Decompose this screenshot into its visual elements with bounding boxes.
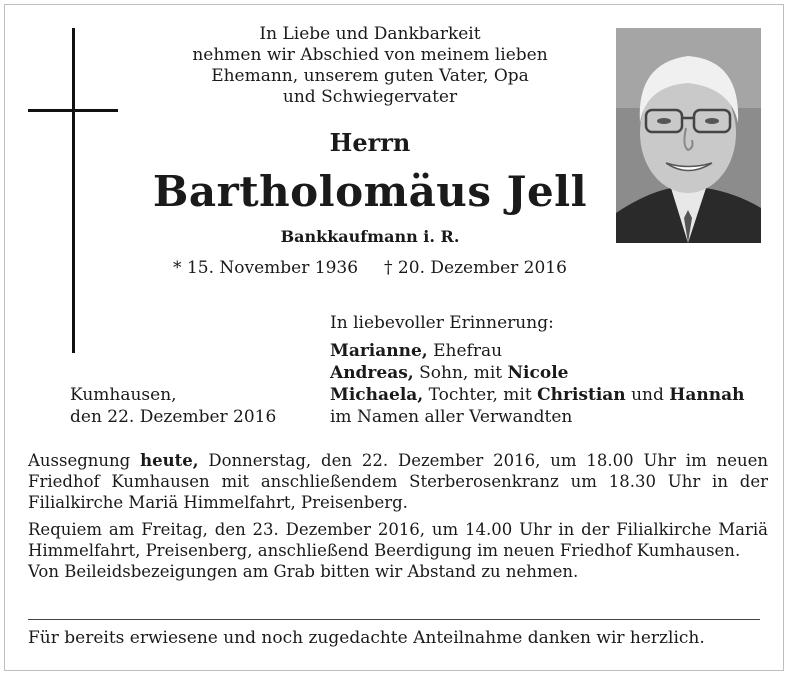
intro-text: [140, 24, 600, 108]
intro-line: Ehemann, unserem guten Vater, Opa: [211, 66, 529, 86]
family-name: Marianne,: [330, 341, 428, 361]
service-emphasis: heute,: [140, 451, 199, 470]
family-relation: und: [625, 385, 670, 405]
profession: Bankkaufmann i. R.: [280, 227, 460, 246]
family-name: Andreas,: [330, 363, 414, 383]
family-line: [330, 406, 744, 428]
service-text: Donnerstag, den 22. Dezember 2016, um 18.00 Uhr im neuen Friedhof Kumhausen mit anschließendem Sterberosenkranz um 18.30 Uhr in der Filialkirche Mariä Himmelfahrt, Preisenberg.: [28, 451, 768, 512]
requiem-paragraph: [28, 519, 768, 582]
family-relation: Ehefrau: [427, 341, 503, 361]
life-dates: [140, 258, 600, 278]
deceased-name: Bartholomäus Jell: [152, 167, 588, 216]
service-paragraph: [28, 450, 768, 513]
divider: [28, 619, 760, 620]
service-text: Aussegnung: [28, 451, 141, 470]
cross-horizontal-bar: [28, 109, 118, 112]
memory-heading: In liebevoller Erinnerung:: [330, 313, 554, 333]
death-date: † 20. Dezember 2016: [384, 258, 567, 278]
place-and-date: [70, 384, 276, 428]
condolence-request: Von Beileidsbezeigungen am Grab bitten wir Abstand zu nehmen.: [28, 562, 579, 581]
family-name: Christian: [537, 385, 626, 405]
family-list: [330, 340, 744, 428]
intro-line: nehmen wir Abschied von meinem lieben: [192, 45, 548, 65]
salutation: Herrn: [329, 128, 411, 157]
family-line: [330, 384, 744, 406]
cross-vertical-bar: [72, 28, 75, 353]
requiem-text: Requiem am Freitag, den 23. Dezember 2016, um 14.00 Uhr in der Filialkirche Mariä Himmelfahrt, Preisenberg, anschließend Beerdigung im neuen Friedhof Kumhausen.: [28, 520, 768, 560]
family-line: [330, 362, 744, 384]
family-relation: im Namen aller Verwandten: [330, 407, 573, 427]
family-name: Michaela,: [330, 385, 424, 405]
thanks-line: Für bereits erwiesene und noch zugedachte Anteilnahme danken wir herzlich.: [28, 628, 705, 648]
place: Kumhausen,: [70, 385, 177, 405]
portrait-photo: [616, 28, 761, 243]
place-date: den 22. Dezember 2016: [70, 407, 277, 427]
family-line: [330, 340, 744, 362]
intro-line: In Liebe und Dankbarkeit: [259, 24, 481, 44]
family-relation: Sohn, mit: [413, 363, 508, 383]
birth-date: * 15. November 1936: [173, 258, 359, 278]
intro-line: und Schwiegervater: [282, 87, 458, 107]
family-relation: Tochter, mit: [423, 385, 538, 405]
service-details: [28, 450, 768, 582]
family-name: Nicole: [507, 363, 569, 383]
family-name: Hannah: [669, 385, 745, 405]
